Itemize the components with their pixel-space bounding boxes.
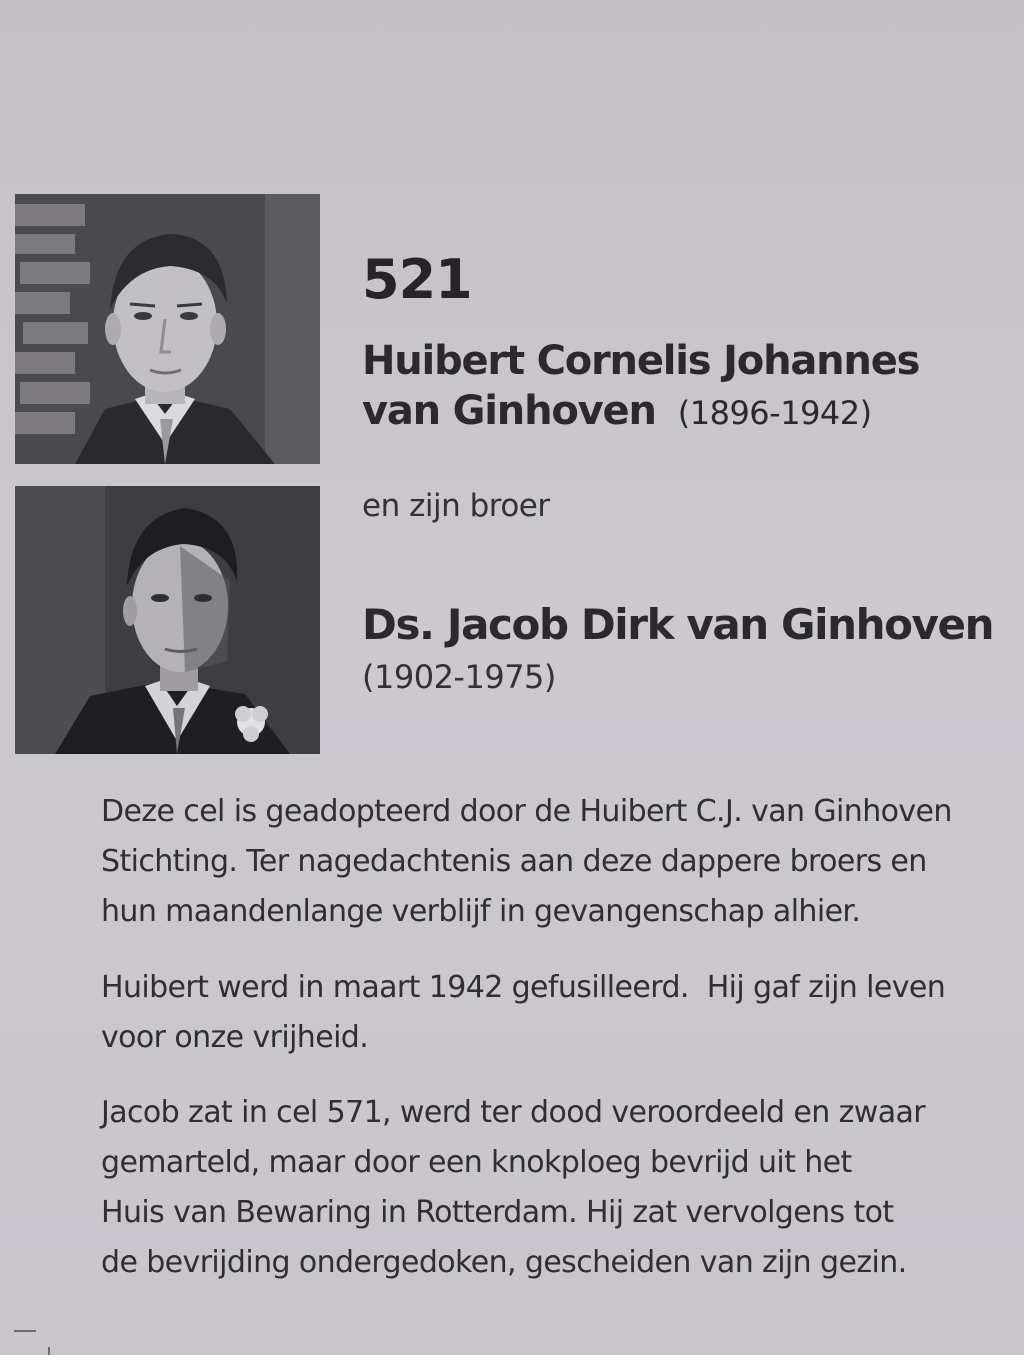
person1-years: (1896-1942) <box>677 394 872 432</box>
paragraph-line: voor onze vrijheid. <box>101 1020 369 1055</box>
paragraph-line: de bevrijding ondergedoken, gescheiden van zijn gezin. <box>101 1245 907 1280</box>
portrait-huibert-image <box>15 194 320 464</box>
person1-name-line1: Huibert Cornelis Johannes <box>362 338 920 384</box>
scan-edge-tick <box>48 1347 50 1355</box>
paragraph-adoption <box>101 787 991 937</box>
paragraph-line: hun maandenlange verblijf in gevangenschap alhier. <box>101 894 861 929</box>
person2-name: Ds. Jacob Dirk van Ginhoven <box>362 600 994 649</box>
paragraph-line: Jacob zat in cel 571, werd ter dood veroordeeld en zwaar <box>101 1095 925 1130</box>
paragraph-line: Huis van Bewaring in Rotterdam. Hij zat vervolgens tot <box>101 1195 894 1230</box>
paragraph-huibert <box>101 963 991 1063</box>
connector-text: en zijn broer <box>362 488 550 524</box>
scan-edge-mark <box>14 1330 36 1332</box>
portrait-jacob-image <box>15 486 320 754</box>
paragraph-line: Deze cel is geadopteerd door de Huibert C.J. van Ginhoven <box>101 794 952 829</box>
person2-years: (1902-1975) <box>362 658 556 696</box>
portrait-photo-jacob <box>15 486 320 754</box>
person1-surname: van Ginhoven <box>362 388 656 434</box>
person1-name <box>362 336 1002 438</box>
paragraph-line: Stichting. Ter nagedachtenis aan deze dappere broers en <box>101 844 927 879</box>
portrait-photo-huibert <box>15 194 320 464</box>
paragraph-line: gemarteld, maar door een knokploeg bevrijd uit het <box>101 1145 852 1180</box>
person1-name-line2 <box>362 386 1002 438</box>
paragraph-line: Huibert werd in maart 1942 gefusilleerd. Hij gaf zijn leven <box>101 970 946 1005</box>
cell-number: 521 <box>362 248 472 311</box>
paragraph-jacob <box>101 1088 991 1288</box>
